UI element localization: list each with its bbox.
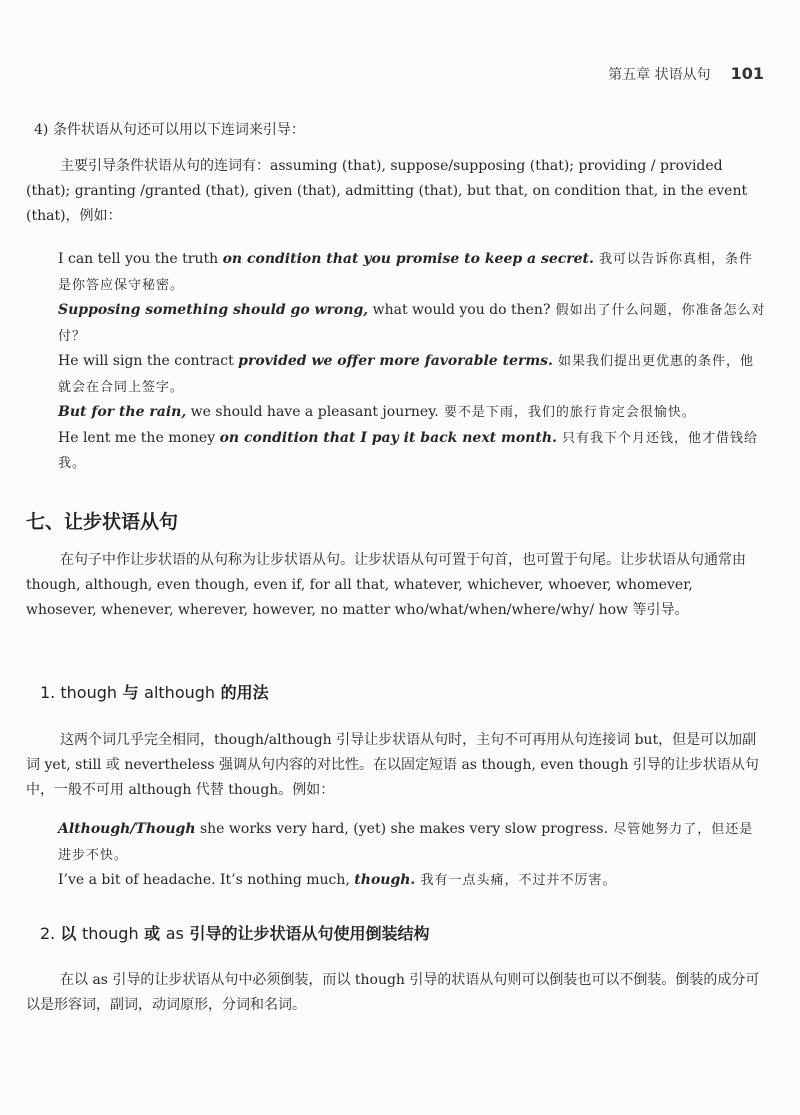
example-sentence: Although/Though she works very hard, (yet) she makes very slow progress. 尽管她努力了，但还是进步不快。	[58, 821, 754, 863]
running-header	[608, 64, 764, 84]
section-7-intro: 在句子中作让步状语的从句称为让步状语从句。让步状语从句可置于句首，也可置于句尾。让步状语从句通常由 though, although, even though, even if, for all that, whatever, whichever, whoever, whomever, whosever, whenever, wherever, however, no matter who/what/when/where/why/ how 等引导。	[26, 552, 746, 618]
item-4	[26, 118, 766, 229]
subsection-2-body: 在以 as 引导的让步状语从句中必须倒装，而以 though 引导的状语从句则可以倒装也可以不倒装。倒装的成分可以是形容词，副词，动词原形，分词和名词。	[26, 972, 760, 1013]
section-7-heading: 七、让步状语从句	[26, 511, 179, 533]
item-4-label: 4) 条件状语从句还可以用以下连词来引导：	[34, 122, 305, 138]
example-sentence: He will sign the contract provided we offer more favorable terms. 如果我们提出更优惠的条件，他就会在合同上签字。	[58, 353, 755, 395]
subsection-1-heading: 1. though 与 although 的用法	[40, 683, 269, 702]
subsection-2-heading: 2. 以 though 或 as 引导的让步状语从句使用倒装结构	[40, 924, 430, 943]
example-sentence: But for the rain, we should have a pleasant journey. 要不是下雨，我们的旅行肯定会很愉快。	[58, 404, 696, 420]
example-sentence: I’ve a bit of headache. It’s nothing much, though. 我有一点头痛，不过并不厉害。	[58, 872, 617, 888]
chapter-title: 第五章 状语从句	[608, 67, 711, 83]
example-sentence: I can tell you the truth on condition that you promise to keep a secret. 我可以告诉你真相，条件是你答应保守秘密。	[58, 251, 754, 293]
example-sentence: Supposing something should go wrong, what would you do then? 假如出了什么问题，你准备怎么对付？	[58, 302, 766, 344]
page-number: 101	[730, 64, 764, 83]
example-list-2	[26, 817, 766, 894]
subsection-1-body: 这两个词几乎完全相同，though/although 引导让步状语从句时，主句不可再用从句连接词 but，但是可以加副词 yet, still 或 nevertheless 强调从句内容的对比性。在以固定短语 as though, even though 引导的让步状语从句中，一般不可用 although 代替 though。例如：	[26, 732, 759, 798]
example-list-1	[26, 247, 766, 477]
item-4-intro: 主要引导条件状语从句的连词有：assuming (that), suppose/supposing (that); providing / provided (that); granting /granted (that), given (that), admitting (that), but that, on condition that, in the event (that)，例如：	[26, 158, 748, 224]
example-sentence: He lent me the money on condition that I pay it back next month. 只有我下个月还钱，他才借钱给我。	[58, 429, 759, 471]
